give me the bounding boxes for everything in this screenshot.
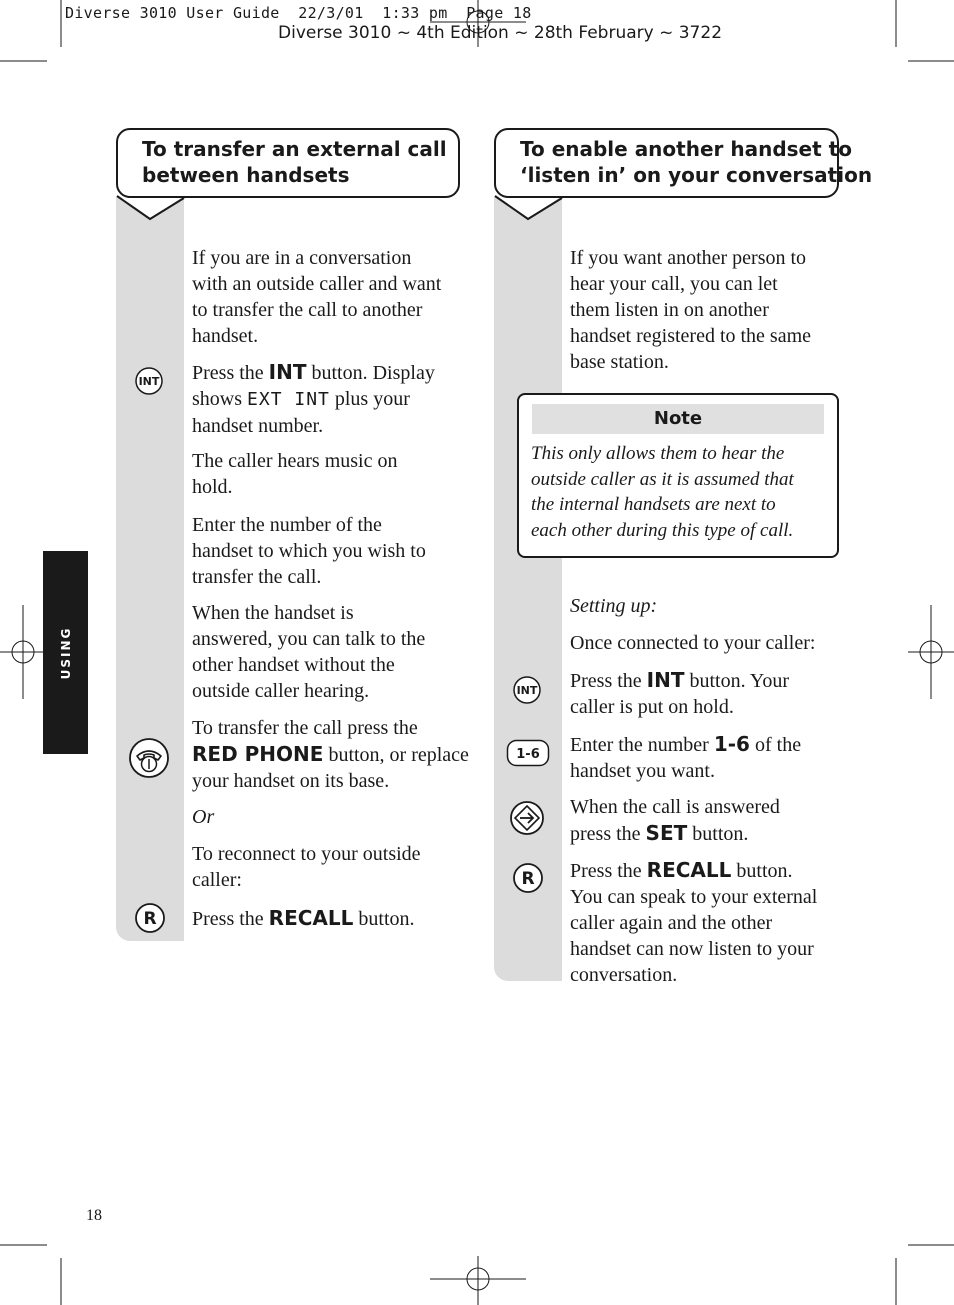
left-paragraph-4: Enter the number of the handset to which you wish to transfer the call. (192, 514, 426, 588)
right-paragraph-6: Press the RECALL button. You can speak to your external caller again and the other handset can now listen to your conversation. (570, 858, 818, 986)
right-title-pointer (494, 194, 564, 222)
left-paragraph-1: If you are in a conversation with an outside caller and want to transfer the call to another handset. (192, 247, 442, 347)
left-title-line-2: between handsets (142, 163, 350, 187)
note-body: This only allows them to hear the outside caller as it is assumed that the internal handsets are next to each other during this type of call. (531, 443, 794, 541)
recall-button-icon (134, 902, 166, 934)
left-paragraph-5: When the handset is answered, you can talk to the other handset without the outside caller hearing. (192, 602, 426, 702)
left-paragraph-7: To reconnect to your outside caller: (192, 843, 421, 891)
red-phone-icon (128, 737, 170, 779)
note-box (517, 393, 839, 558)
display-text-ext-int: EXT INT (247, 389, 330, 410)
left-section-title (116, 128, 460, 198)
left-paragraph-6: To transfer the call press the RED PHONE button, or replace your handset on its base. (192, 717, 469, 792)
number-keys-icon (506, 739, 550, 767)
left-paragraph-2: Press the INT button. Display shows EXT INT plus your handset number. (192, 360, 435, 437)
left-paragraph-8: Press the RECALL button. (192, 906, 415, 930)
int-button-icon (134, 366, 164, 396)
svg-text:INT: INT (138, 375, 160, 388)
right-section-title (494, 128, 873, 198)
svg-text:1-6: 1-6 (516, 747, 540, 762)
print-header: Diverse 3010 User Guide 22/3/01 1:33 pm Page 18 (65, 4, 532, 22)
left-grey-bar (116, 196, 184, 941)
svg-text:R: R (521, 869, 535, 889)
right-paragraph-4: Enter the number 1-6 of the handset you want. (570, 732, 802, 782)
int-button-icon (512, 675, 542, 705)
right-title-line-1: To enable another handset to (520, 137, 852, 161)
right-title-line-2: ‘listen in’ on your conversation (520, 163, 873, 187)
print-subheader: Diverse 3010 ~ 4th Edition ~ 28th February ~ 3722 (278, 23, 723, 43)
right-paragraph-2: Once connected to your caller: (570, 632, 816, 654)
right-paragraph-3: Press the INT button. Your caller is put on hold. (570, 668, 789, 718)
svg-text:INT: INT (516, 684, 538, 697)
svg-text:R: R (143, 909, 157, 929)
right-paragraph-1: If you want another person to hear your call, you can let them listen in on another handset registered to the same base station. (570, 247, 812, 373)
left-title-pointer (116, 194, 186, 222)
left-or-text: Or (192, 806, 215, 828)
page-number: 18 (86, 1207, 102, 1224)
setting-up-heading: Setting up: (570, 595, 658, 617)
note-heading: Note (532, 404, 824, 434)
side-tab-label: USING (58, 626, 73, 679)
side-tab (43, 551, 88, 754)
left-title-line-1: To transfer an external call (142, 137, 447, 161)
right-paragraph-5: When the call is answered press the SET button. (570, 796, 780, 845)
recall-button-icon (512, 862, 544, 894)
left-paragraph-3: The caller hears music on hold. (192, 450, 398, 498)
set-button-icon (509, 800, 545, 836)
